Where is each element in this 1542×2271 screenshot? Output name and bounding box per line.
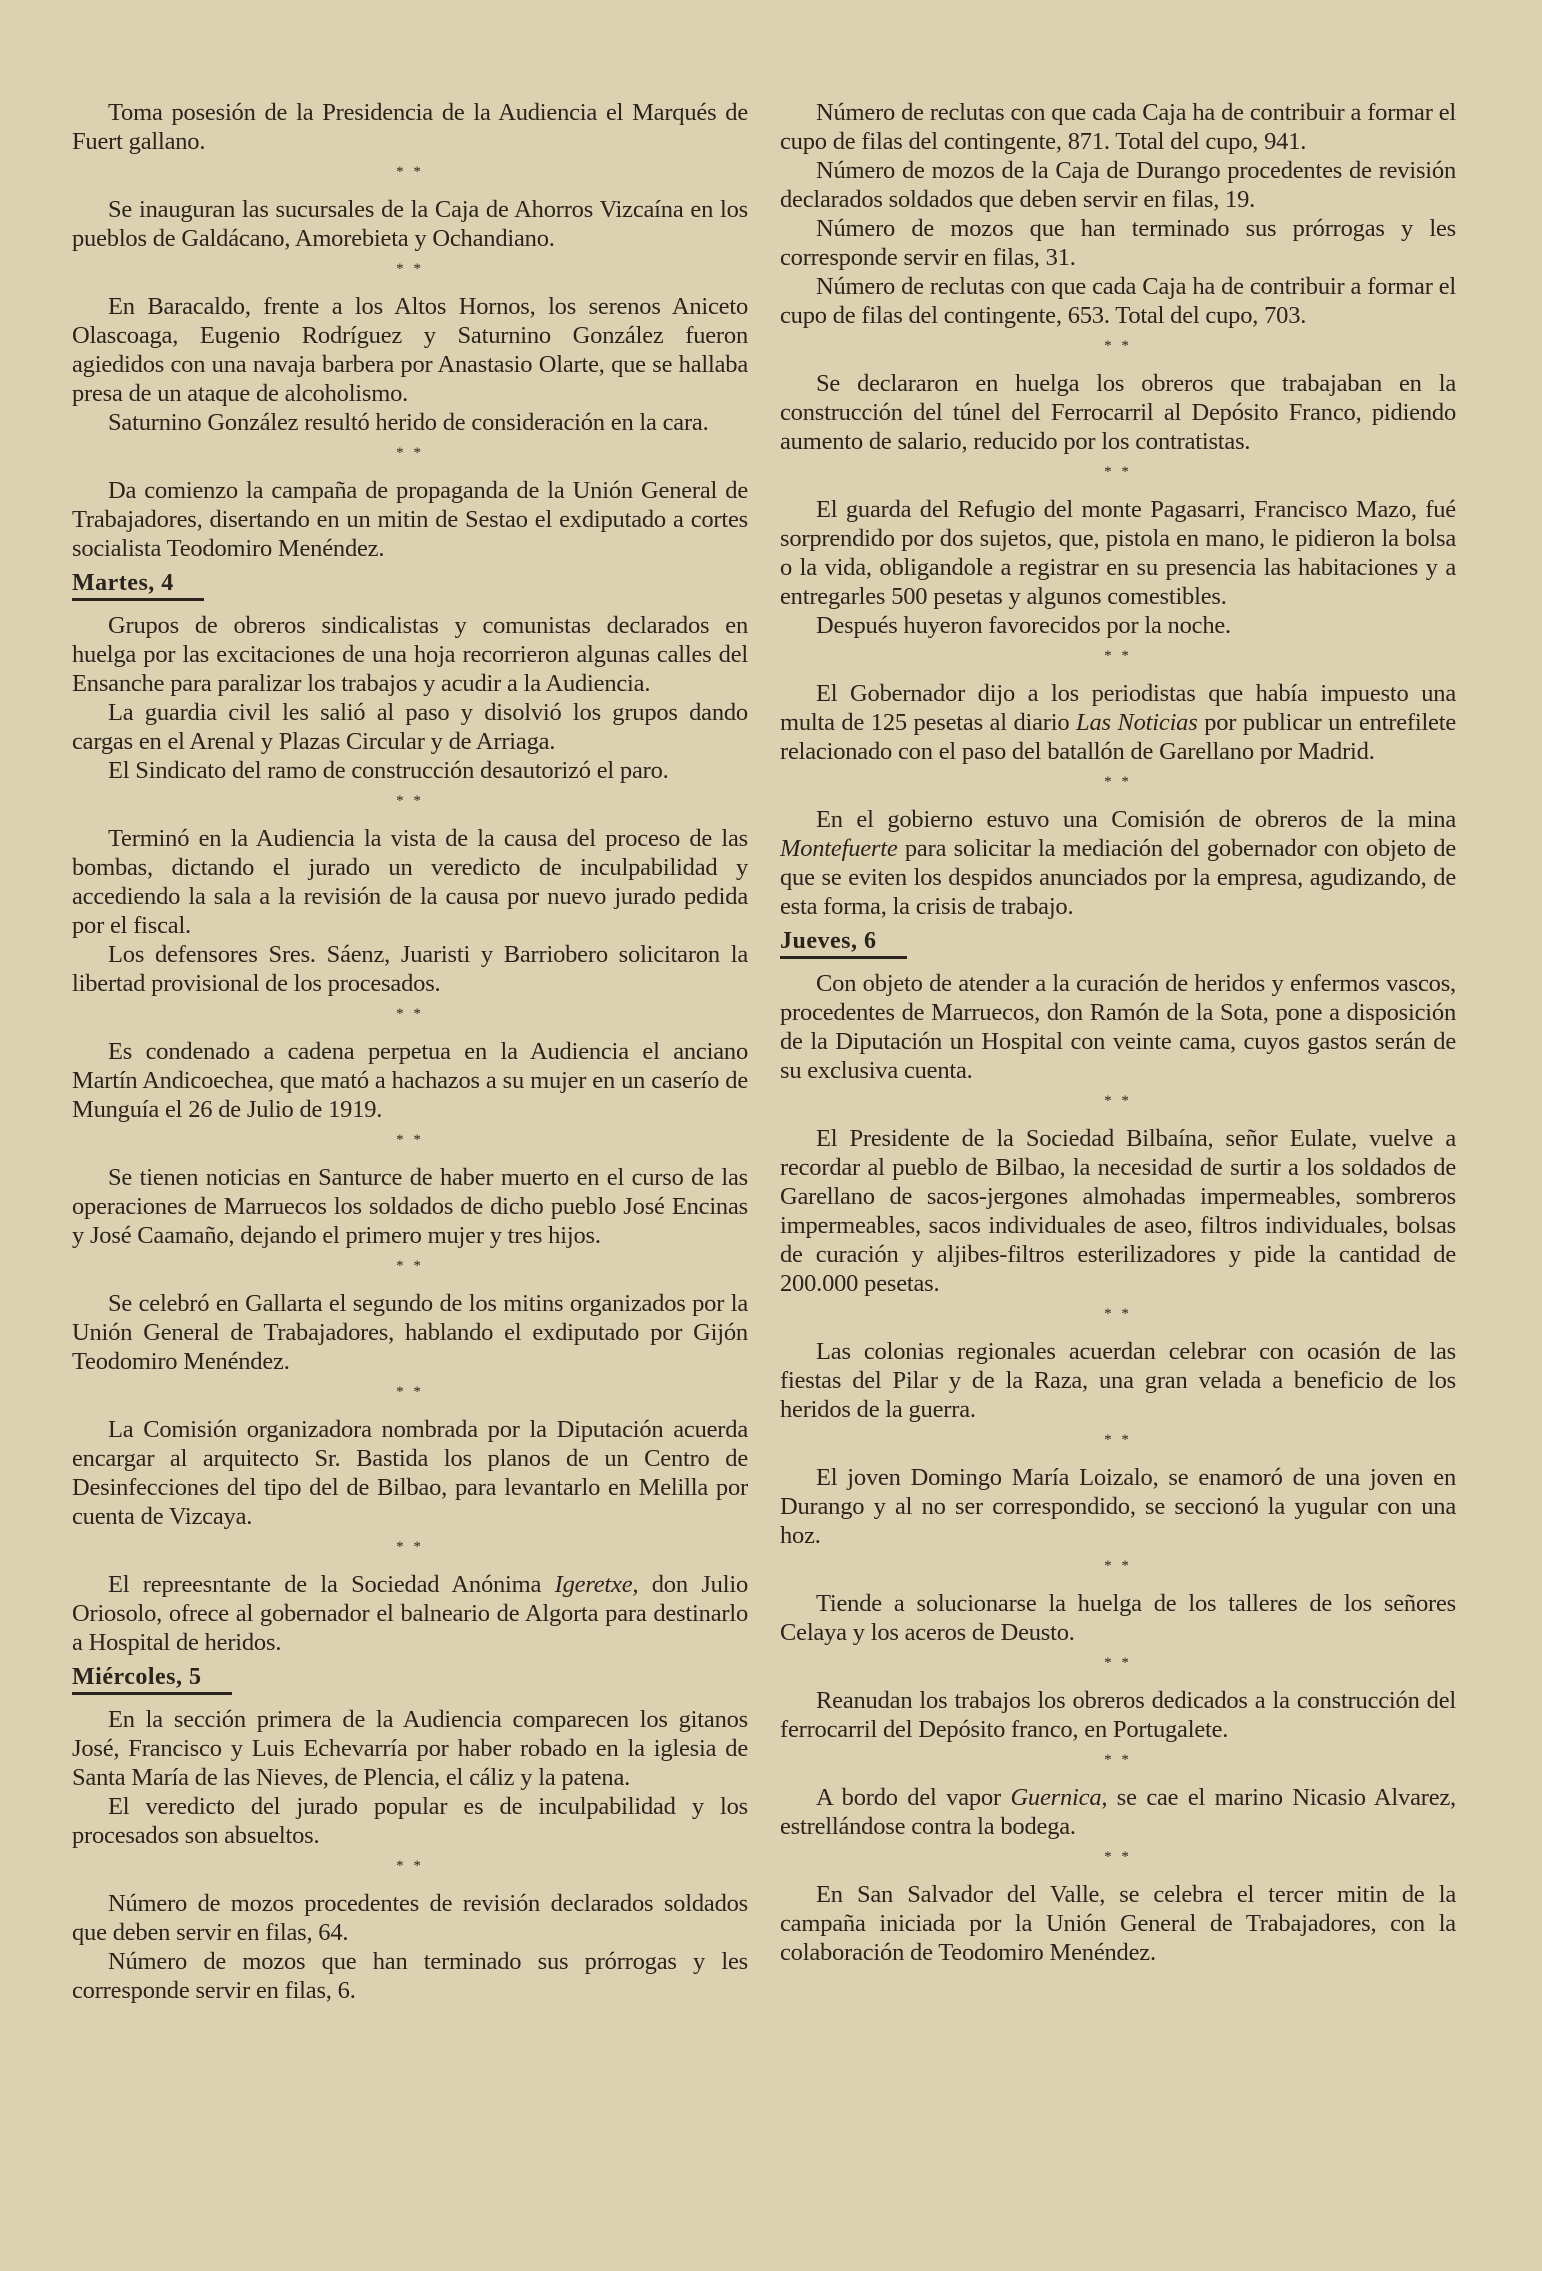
news-paragraph xyxy=(780,1783,1456,1841)
news-paragraph xyxy=(780,1880,1456,1967)
section-separator: * * xyxy=(1104,1306,1132,1322)
section-separator: * * xyxy=(396,1132,424,1148)
section-separator: * * xyxy=(396,1258,424,1274)
italic-title: Guernica, xyxy=(1010,1784,1108,1811)
paragraph-text: don Julio Oriosolo, ofrece al gobernador el balneario de Algorta para destinarlo a Hospital de heridos. xyxy=(72,1571,748,1656)
paragraph-text: Se inauguran las sucursales de la Caja de Ahorros Vizcaína en los pueblos de Galdácano, Amorebieta y Ochandiano. xyxy=(72,196,748,252)
section-separator: * * xyxy=(396,445,424,461)
news-paragraph xyxy=(780,805,1456,921)
news-paragraph xyxy=(780,679,1456,766)
paragraph-text: Grupos de obreros sindicalistas y comunistas declarados en huelga por las excitaciones de una hoja recorrieron algunas calles del Ensanche para paralizar los trabajos y acudir a la Audiencia. xyxy=(72,612,748,697)
day-heading-wrap xyxy=(72,565,748,607)
paragraph-text: A bordo del vapor xyxy=(816,1784,1011,1811)
news-paragraph xyxy=(72,476,748,563)
paragraph-text: El joven Domingo María Loizalo, se enamoró de una joven en Durango y al no ser correspondido, se seccionó la yugular con una hoz. xyxy=(780,1464,1456,1549)
paragraph-text: Se declararon en huelga los obreros que trabajaban en la construcción del túnel del Ferrocarril al Depósito Franco, pidiendo aumento de salario, reducido por los contratistas. xyxy=(780,370,1456,455)
section-separator: * * xyxy=(1104,774,1132,790)
news-paragraph xyxy=(780,1463,1456,1550)
news-paragraph xyxy=(72,1289,748,1376)
section-separator: * * xyxy=(396,1006,424,1022)
right-column xyxy=(780,98,1456,1967)
day-heading-wrap xyxy=(72,1659,748,1701)
news-paragraph xyxy=(72,611,748,698)
paragraph-text: Los defensores Sres. Sáenz, Juaristi y Barriobero solicitaron la libertad provisional de los procesados. xyxy=(72,941,748,997)
news-paragraph xyxy=(72,408,748,437)
paragraph-text: La Comisión organizadora nombrada por la Diputación acuerda encargar al arquitecto Sr. Bastida los planos de un Centro de Desinfecciones del tipo del de Bilbao, para levantarlo en Melilla por cuenta de Vizcaya. xyxy=(72,1416,748,1530)
paragraph-text: Número de mozos procedentes de revisión declarados soldados que deben servir en filas, 64. xyxy=(72,1890,748,1946)
paragraph-text: El guarda del Refugio del monte Pagasarri, Francisco Mazo, fué sorprendido por dos sujetos, que, pistola en mano, le pidieron la bolsa o la vida, obligandole a registrar en su presencia las habitaciones y a entregarles 500 pesetas y algunos comestibles. xyxy=(780,496,1456,610)
paragraph-text: Número de mozos que han terminado sus prórrogas y les corresponde servir en filas, 6. xyxy=(72,1948,748,2004)
news-paragraph xyxy=(780,1686,1456,1744)
paragraph-text: El Sindicato del ramo de construcción desautorizó el paro. xyxy=(108,757,669,784)
section-separator: * * xyxy=(1104,1655,1132,1671)
paragraph-text: Con objeto de atender a la curación de heridos y enfermos vascos, procedentes de Marruecos, don Ramón de la Sota, pone a disposición de la Diputación un Hospital con veinte cama, cuyos gastos serán de su exclusiva cuenta. xyxy=(780,970,1456,1084)
day-heading: Martes, 4 xyxy=(72,569,204,601)
section-separator: * * xyxy=(1104,648,1132,664)
paragraph-text: por publicar un entrefilete relacionado con el paso del batallón de Garellano por Madrid. xyxy=(780,709,1457,765)
paragraph-text: Después huyeron favorecidos por la noche. xyxy=(816,612,1231,639)
news-paragraph xyxy=(780,98,1456,156)
news-paragraph xyxy=(72,824,748,940)
news-paragraph xyxy=(72,292,748,408)
section-separator: * * xyxy=(1104,1558,1132,1574)
section-separator: * * xyxy=(396,1858,424,1874)
paragraph-text: El Presidente de la Sociedad Bilbaína, señor Eulate, vuelve a recordar al pueblo de Bilbao, la necesidad de surtir a los soldados de Garellano de sacos-jergones almohadas impermeables, sombreros impermeables, sacos individuales de aseo, filtros individuales, bolsas de curación y aljibes-filtros esterilizadores y pide la cantidad de 200.000 pesetas. xyxy=(780,1125,1456,1297)
section-separator: * * xyxy=(1104,1093,1132,1109)
paragraph-text: En la sección primera de la Audiencia comparecen los gitanos José, Francisco y Luis Echevarría por haber robado en la iglesia de Santa María de las Nieves, de Plencia, el cáliz y la patena. xyxy=(72,1706,748,1791)
paragraph-text: Las colonias regionales acuerdan celebrar con ocasión de las fiestas del Pilar y de la Raza, una gran velada a beneficio de los heridos de la guerra. xyxy=(780,1338,1456,1423)
paragraph-text: En San Salvador del Valle, se celebra el tercer mitin de la campaña iniciada por la Unión General de Trabajadores, con la colaboración de Teodomiro Menéndez. xyxy=(780,1881,1456,1966)
paragraph-text: Número de reclutas con que cada Caja ha de contribuir a formar el cupo de filas del contingente, 653. Total del cupo, 703. xyxy=(780,273,1456,329)
section-separator: * * xyxy=(1104,1849,1132,1865)
paragraph-text: El Gobernador dijo a los periodistas que había impuesto una multa de 125 pesetas al diario xyxy=(780,680,1456,736)
paragraph-text: El repreesntante de la Sociedad Anónima xyxy=(108,1571,555,1598)
day-heading: Miércoles, 5 xyxy=(72,1663,232,1695)
news-paragraph xyxy=(72,1705,748,1792)
section-separator: * * xyxy=(1104,1752,1132,1768)
paragraph-text: Número de reclutas con que cada Caja ha de contribuir a formar el cupo de filas del contingente, 871. Total del cupo, 941. xyxy=(780,99,1456,155)
news-paragraph xyxy=(72,756,748,785)
section-separator: * * xyxy=(396,1539,424,1555)
paragraph-text: Saturnino González resultó herido de consideración en la cara. xyxy=(108,409,709,436)
paragraph-text: Toma posesión de la Presidencia de la Audiencia el Marqués de Fuert gallano. xyxy=(72,99,748,155)
italic-title: Igeretxe, xyxy=(554,1571,639,1598)
paragraph-text: En el gobierno estuvo una Comisión de obreros de la mina xyxy=(816,806,1456,833)
news-paragraph xyxy=(780,214,1456,272)
news-paragraph xyxy=(780,156,1456,214)
paragraph-text: El veredicto del jurado popular es de inculpabilidad y los procesados son absueltos. xyxy=(72,1793,748,1849)
paragraph-text: Tiende a solucionarse la huelga de los talleres de los señores Celaya y los aceros de Deusto. xyxy=(780,1590,1456,1646)
section-separator: * * xyxy=(1104,464,1132,480)
paragraph-text: Da comienzo la campaña de propaganda de la Unión General de Trabajadores, disertando en un mitin de Sestao el exdiputado a cortes socialista Teodomiro Menéndez. xyxy=(72,477,748,562)
left-column xyxy=(72,98,748,2005)
paragraph-text: se cae el marino Nicasio Alvarez, estrellándose contra la bodega. xyxy=(780,1784,1456,1840)
news-paragraph xyxy=(72,1889,748,1947)
news-paragraph xyxy=(72,1792,748,1850)
news-paragraph xyxy=(780,611,1456,640)
news-paragraph xyxy=(780,1337,1456,1424)
section-separator: * * xyxy=(396,1384,424,1400)
section-separator: * * xyxy=(396,261,424,277)
paragraph-text: Es condenado a cadena perpetua en la Audiencia el anciano Martín Andicoechea, que mató a hachazos a su mujer en un caserío de Munguía el 26 de Julio de 1919. xyxy=(72,1038,748,1123)
day-heading: Jueves, 6 xyxy=(780,927,907,959)
italic-title: Las Noticias xyxy=(1076,709,1198,736)
paragraph-text: Se celebró en Gallarta el segundo de los mitins organizados por la Unión General de Trabajadores, hablando el exdiputado por Gijón Teodomiro Menéndez. xyxy=(72,1290,748,1375)
news-paragraph xyxy=(780,1589,1456,1647)
italic-title: Montefuerte xyxy=(780,835,898,862)
news-paragraph xyxy=(72,1037,748,1124)
paragraph-text: En Baracaldo, frente a los Altos Hornos, los serenos Aniceto Olascoaga, Eugenio Rodríguez y Saturnino González fueron agiedidos con una navaja barbera por Anastasio Olarte, que se hallaba presa de un ataque de alcoholismo. xyxy=(72,293,748,407)
paragraph-text: Número de mozos de la Caja de Durango procedentes de revisión declarados soldados que deben servir en filas, 19. xyxy=(780,157,1456,213)
news-paragraph xyxy=(72,98,748,156)
news-paragraph xyxy=(72,1947,748,2005)
section-separator: * * xyxy=(396,793,424,809)
news-paragraph xyxy=(72,195,748,253)
news-paragraph xyxy=(780,969,1456,1085)
section-separator: * * xyxy=(1104,1432,1132,1448)
news-paragraph xyxy=(72,1570,748,1657)
news-paragraph xyxy=(72,1163,748,1250)
news-paragraph xyxy=(72,1415,748,1531)
paragraph-text: Número de mozos que han terminado sus prórrogas y les corresponde servir en filas, 31. xyxy=(780,215,1456,271)
news-paragraph xyxy=(780,369,1456,456)
section-separator: * * xyxy=(1104,338,1132,354)
news-paragraph xyxy=(780,272,1456,330)
section-separator: * * xyxy=(396,164,424,180)
news-paragraph xyxy=(780,1124,1456,1298)
news-paragraph xyxy=(72,940,748,998)
paragraph-text: Terminó en la Audiencia la vista de la causa del proceso de las bombas, dictando el jurado un veredicto de inculpabilidad y accediendo la sala a la revisión de la causa por nuevo jurado pedida por el fiscal. xyxy=(72,825,748,939)
news-paragraph xyxy=(780,495,1456,611)
paragraph-text: Se tienen noticias en Santurce de haber muerto en el curso de las operaciones de Marruecos los soldados de dicho pueblo José Encinas y José Caamaño, dejando el primero mujer y tres hijos. xyxy=(72,1164,748,1249)
paragraph-text: para solicitar la mediación del gobernador con objeto de que se eviten los despidos anunciados por la empresa, agudizando, de esta forma, la crisis de trabajo. xyxy=(780,835,1456,920)
day-heading-wrap xyxy=(780,923,1456,965)
paragraph-text: La guardia civil les salió al paso y disolvió los grupos dando cargas en el Arenal y Plazas Circular y de Arriaga. xyxy=(72,699,748,755)
paragraph-text: Reanudan los trabajos los obreros dedicados a la construcción del ferrocarril del Depósito franco, en Portugalete. xyxy=(780,1687,1456,1743)
news-paragraph xyxy=(72,698,748,756)
